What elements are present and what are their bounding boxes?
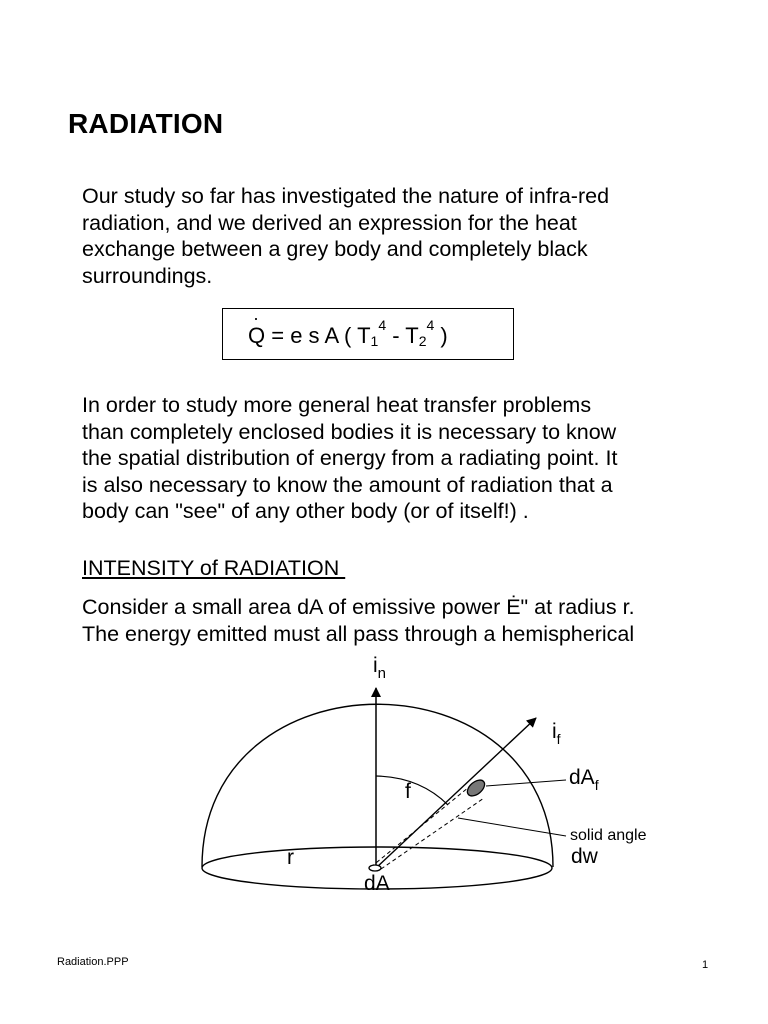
para3-line: The energy emitted must all pass through a hemispherical [82,621,635,646]
eq-minus: - T [386,323,419,348]
intensity-arrow [376,718,536,868]
directional-intensity-label: $i_f$ [552,720,561,747]
da-label: dA [364,872,390,895]
intro-line: radiation, and we derived an expression for the heat [82,210,577,235]
da-area-ellipse [369,865,381,871]
cone-edge [381,798,484,869]
normal-intensity-label: $i_n$ [373,654,387,682]
page-title: RADIATION [68,108,224,139]
eq-sub1: 1 [370,333,379,349]
radius-r-label: r [287,846,294,869]
para2-line: the spatial distribution of energy from a radiating point. It [82,446,618,470]
footer-filename: Radiation.PPP [57,956,129,968]
eq-rest: = e s A ( T [271,323,371,348]
daf-leader [486,780,566,786]
eq-sup1: 4 [378,317,387,333]
dw-label: dw [571,845,598,868]
daf-area-ellipse [464,777,487,799]
para3-line: Consider a small area dA of emissive power Ė" at radius r. [82,595,635,619]
hemisphere-dome [202,704,553,867]
solid-angle-leader [458,818,566,836]
dot-accent: · [253,308,259,328]
eq-sub2: 2 [418,333,427,349]
para2-line: body can "see" of any other body (or of itself!) . [82,499,529,523]
eq-close: ) [434,323,448,348]
intro-line: Our study so far has investigated the nature of infra-red [82,184,610,208]
angle-arc [376,776,448,805]
eq-sup2: 4 [426,317,435,333]
intro-line: surroundings. [82,263,213,288]
page-number: 1 [702,959,709,971]
para2-line: is also necessary to know the amount of radiation that a [82,472,613,497]
intro-line: exchange between a grey body and completely black [82,237,588,261]
para2-line: In order to study more general heat transfer problems [82,393,592,417]
angle-f-label: f [405,780,411,803]
section-heading: INTENSITY of RADIATION [82,556,346,580]
para2-line: than completely enclosed bodies it is necessary to know [82,419,617,444]
daf-label: $dA_f$ [569,766,599,793]
eq-lhs: Q [248,323,266,348]
solid-angle-label: solid angle [570,827,647,844]
cone-edge [371,787,469,867]
